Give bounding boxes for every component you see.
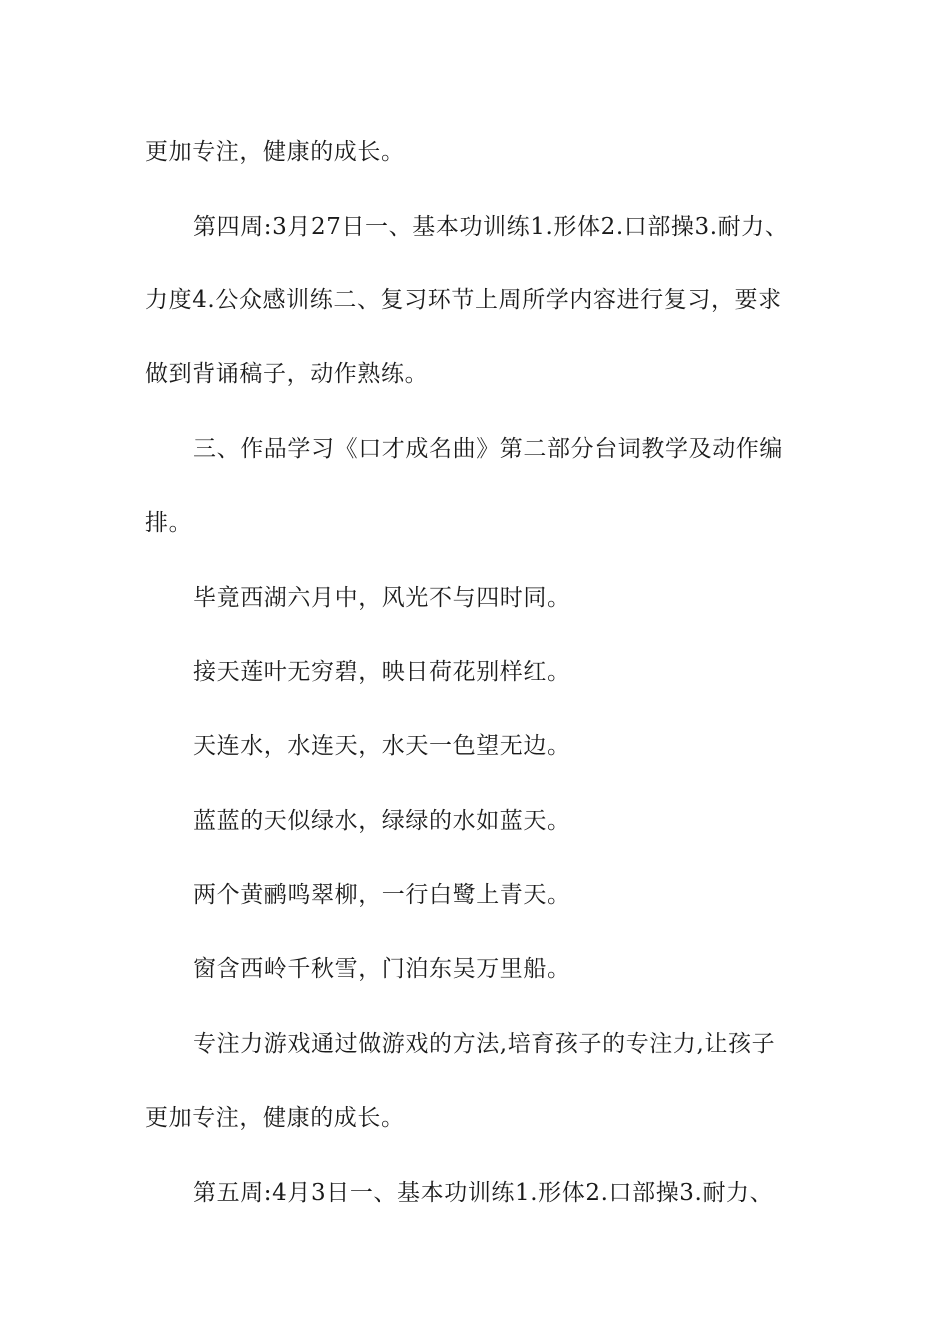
text-line-5: 三、作品学习《口才成名曲》第二部分台词教学及动作编 [193,436,783,462]
poem-line-5: 两个黄鹂鸣翠柳，一行白鹭上青天。 [193,882,571,908]
text-line-15: 第五周:4月3日一、基本功训练1.形体2.口部操3.耐力、 [193,1180,774,1206]
text-line-4: 做到背诵稿子，动作熟练。 [145,361,429,387]
poem-line-2: 接天莲叶无穷碧，映日荷花别样红。 [193,659,571,685]
poem-line-4: 蓝蓝的天似绿水，绿绿的水如蓝天。 [193,808,571,834]
poem-line-3: 天连水，水连天，水天一色望无边。 [193,733,571,759]
text-line-14: 更加专注，健康的成长。 [145,1105,405,1131]
text-line-1: 更加专注，健康的成长。 [145,139,405,165]
text-line-6: 排。 [145,510,193,536]
text-line-3: 力度4.公众感训练二、复习环节上周所学内容进行复习，要求 [145,287,782,313]
poem-line-6: 窗含西岭千秋雪，门泊东吴万里船。 [193,956,571,982]
text-line-2: 第四周:3月27日一、基本功训练1.形体2.口部操3.耐力、 [193,214,789,240]
text-line-13: 专注力游戏通过做游戏的方法,培育孩子的专注力,让孩子 [193,1031,776,1057]
poem-line-1: 毕竟西湖六月中，风光不与四时同。 [193,585,571,611]
